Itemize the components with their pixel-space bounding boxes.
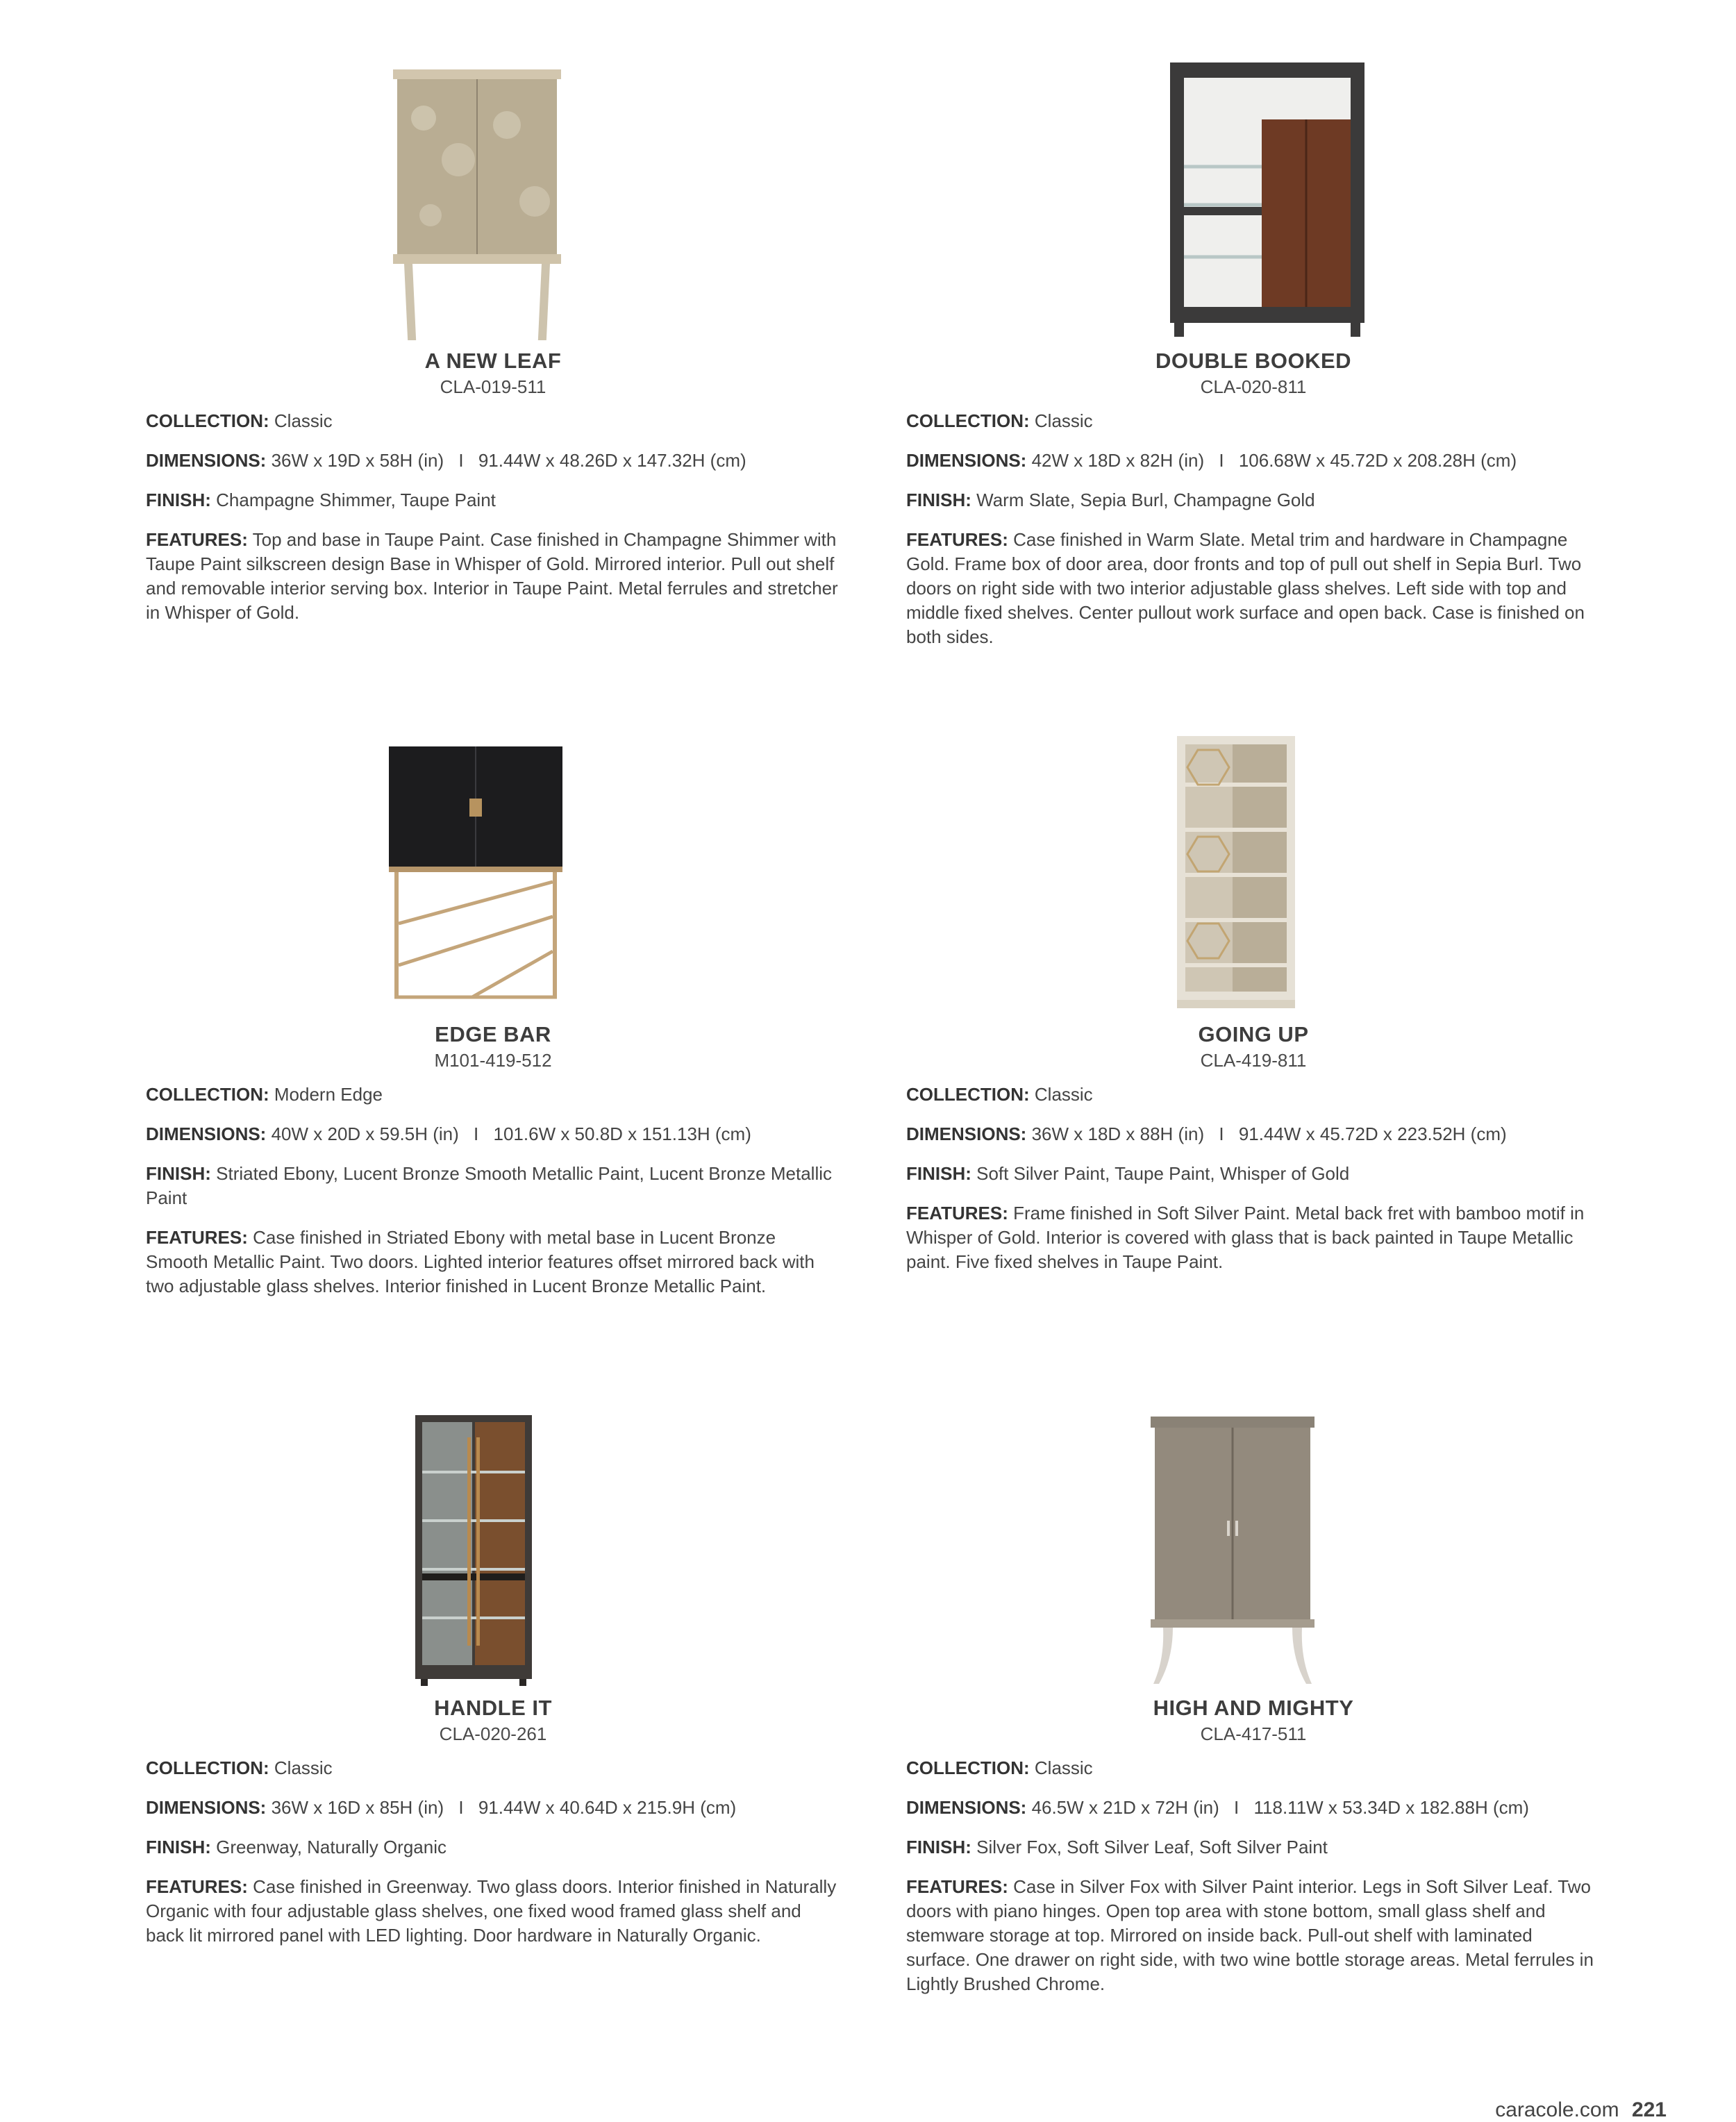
- product-title: A NEW LEAF: [424, 349, 562, 373]
- collection-label: COLLECTION:: [146, 410, 269, 431]
- finish-label: FINISH:: [906, 1837, 971, 1857]
- dimensions-inches: 36W x 19D x 58H (in): [271, 450, 444, 471]
- dimensions-label: DIMENSIONS:: [906, 1123, 1027, 1144]
- collection-row: [146, 1756, 840, 1780]
- page-footer: [1495, 2098, 1667, 2122]
- dimensions-label: DIMENSIONS:: [146, 1123, 267, 1144]
- collection-value: Classic: [1034, 1757, 1093, 1778]
- site-link[interactable]: caracole.com: [1495, 2098, 1619, 2121]
- collection-value: Classic: [1034, 1084, 1093, 1105]
- finish-value: Soft Silver Paint, Taupe Paint, Whisper of Gold: [976, 1163, 1350, 1184]
- dimensions-cm: 91.44W x 40.64D x 215.9H (cm): [478, 1797, 737, 1818]
- dimensions-cm: 91.44W x 48.26D x 147.32H (cm): [478, 450, 746, 471]
- features-row: [146, 528, 840, 625]
- collection-row: [906, 1756, 1601, 1780]
- features-row: [906, 528, 1601, 649]
- dimensions-row: [906, 449, 1601, 473]
- product-image: [146, 62, 840, 340]
- product-title: HIGH AND MIGHTY: [1153, 1696, 1354, 1720]
- features-row: [146, 1875, 840, 1948]
- collection-label: COLLECTION:: [906, 410, 1030, 431]
- dimensions-row: [146, 1796, 840, 1820]
- collection-row: [146, 409, 840, 433]
- features-label: FEATURES:: [906, 1876, 1008, 1897]
- dimensions-separator: I: [1219, 1123, 1224, 1144]
- dimensions-cm: 106.68W x 45.72D x 208.28H (cm): [1238, 450, 1517, 471]
- finish-label: FINISH:: [146, 1163, 211, 1184]
- finish-row: [146, 1162, 840, 1210]
- product-image: [906, 62, 1601, 340]
- dimensions-separator: I: [1219, 450, 1224, 471]
- dimensions-row: [146, 1122, 840, 1146]
- features-value: Case finished in Warm Slate. Metal trim and hardware in Champagne Gold. Frame box of door area, door fronts and top of pull out shelf in Sepia Burl. Two doors on right side with two interior adjustable glass shelves. Left side with top and middle fixed shelves. Center pullout work surface and open back. Case is finished on both sides.: [906, 529, 1585, 647]
- features-row: [146, 1226, 840, 1298]
- features-label: FEATURES:: [906, 1203, 1008, 1223]
- bookcase-illustration: [906, 736, 1601, 1014]
- product-code: CLA-419-811: [1200, 1050, 1307, 1071]
- display-cabinet-illustration: [146, 1410, 840, 1687]
- product-code: CLA-019-511: [440, 376, 546, 397]
- product-card: [906, 1410, 1601, 1996]
- features-row: [906, 1875, 1601, 1996]
- collection-row: [906, 1083, 1601, 1107]
- page-number: 221: [1631, 2098, 1667, 2121]
- features-value: Case finished in Greenway. Two glass doors. Interior finished in Naturally Organic with four adjustable glass shelves, one fixed wood framed glass shelf and back lit mirrored panel with LED lighting. Door hardware in Naturally Organic.: [146, 1876, 837, 1946]
- dimensions-inches: 46.5W x 21D x 72H (in): [1031, 1797, 1219, 1818]
- dimensions-separator: I: [458, 450, 464, 471]
- finish-label: FINISH:: [146, 490, 211, 510]
- dimensions-label: DIMENSIONS:: [146, 450, 267, 471]
- product-title: GOING UP: [1198, 1022, 1309, 1046]
- finish-value: Warm Slate, Sepia Burl, Champagne Gold: [976, 490, 1315, 510]
- collection-value: Classic: [274, 410, 333, 431]
- product-title: DOUBLE BOOKED: [1155, 349, 1352, 373]
- product-card: [146, 736, 840, 1298]
- etagere-illustration: [906, 62, 1601, 340]
- dimensions-separator: I: [1234, 1797, 1240, 1818]
- dimensions-inches: 40W x 20D x 59.5H (in): [271, 1123, 459, 1144]
- dimensions-label: DIMENSIONS:: [146, 1797, 267, 1818]
- dimensions-cm: 91.44W x 45.72D x 223.52H (cm): [1238, 1123, 1507, 1144]
- finish-row: [906, 1162, 1601, 1186]
- collection-value: Classic: [1034, 410, 1093, 431]
- collection-value: Modern Edge: [274, 1084, 383, 1105]
- dimensions-row: [906, 1796, 1601, 1820]
- finish-value: Silver Fox, Soft Silver Leaf, Soft Silver Paint: [976, 1837, 1328, 1857]
- product-code: CLA-417-511: [1200, 1723, 1307, 1744]
- product-code: CLA-020-811: [1200, 376, 1307, 397]
- features-label: FEATURES:: [146, 1227, 248, 1248]
- product-image: [906, 736, 1601, 1014]
- collection-label: COLLECTION:: [146, 1757, 269, 1778]
- finish-value: Greenway, Naturally Organic: [216, 1837, 446, 1857]
- finish-value: Champagne Shimmer, Taupe Paint: [216, 490, 496, 510]
- dimensions-cm: 118.11W x 53.34D x 182.88H (cm): [1253, 1797, 1529, 1818]
- product-code: M101-419-512: [434, 1050, 552, 1071]
- dimensions-row: [146, 449, 840, 473]
- dimensions-inches: 36W x 16D x 85H (in): [271, 1797, 444, 1818]
- dimensions-inches: 42W x 18D x 82H (in): [1031, 450, 1205, 471]
- product-image: [146, 736, 840, 1014]
- dimensions-separator: I: [458, 1797, 464, 1818]
- armoire-illustration: [906, 1410, 1601, 1687]
- finish-label: FINISH:: [906, 490, 971, 510]
- finish-row: [146, 488, 840, 512]
- cabinet-illustration: [146, 62, 840, 340]
- dimensions-label: DIMENSIONS:: [906, 1797, 1027, 1818]
- collection-value: Classic: [274, 1757, 333, 1778]
- product-code: CLA-020-261: [439, 1723, 547, 1744]
- finish-value: Striated Ebony, Lucent Bronze Smooth Metallic Paint, Lucent Bronze Metallic Paint: [146, 1163, 832, 1208]
- features-label: FEATURES:: [146, 529, 248, 550]
- collection-label: COLLECTION:: [146, 1084, 269, 1105]
- features-label: FEATURES:: [906, 529, 1008, 550]
- features-label: FEATURES:: [146, 1876, 248, 1897]
- collection-label: COLLECTION:: [906, 1757, 1030, 1778]
- features-row: [906, 1201, 1601, 1274]
- collection-label: COLLECTION:: [906, 1084, 1030, 1105]
- product-card: [906, 736, 1601, 1274]
- product-title: EDGE BAR: [435, 1022, 551, 1046]
- product-card: [146, 1410, 840, 1948]
- finish-label: FINISH:: [146, 1837, 211, 1857]
- collection-row: [146, 1083, 840, 1107]
- dimensions-cm: 101.6W x 50.8D x 151.13H (cm): [493, 1123, 751, 1144]
- dimensions-inches: 36W x 18D x 88H (in): [1031, 1123, 1205, 1144]
- bar-cabinet-illustration: [146, 736, 840, 1014]
- product-card: [906, 62, 1601, 649]
- collection-row: [906, 409, 1601, 433]
- finish-row: [906, 488, 1601, 512]
- dimensions-separator: I: [474, 1123, 479, 1144]
- product-card: [146, 62, 840, 625]
- product-title: HANDLE IT: [434, 1696, 552, 1720]
- dimensions-label: DIMENSIONS:: [906, 450, 1027, 471]
- finish-row: [146, 1835, 840, 1860]
- finish-row: [906, 1835, 1601, 1860]
- finish-label: FINISH:: [906, 1163, 971, 1184]
- dimensions-row: [906, 1122, 1601, 1146]
- product-image: [906, 1410, 1601, 1687]
- product-image: [146, 1410, 840, 1687]
- features-value: Frame finished in Soft Silver Paint. Metal back fret with bamboo motif in Whisper of Gold. Interior is covered with glass that is back painted in Taupe Metallic paint. Five fixed shelves in Taupe Paint.: [906, 1203, 1585, 1272]
- features-value: Case finished in Striated Ebony with metal base in Lucent Bronze Smooth Metallic Paint. Two doors. Lighted interior features offset mirrored back with two adjustable glass shelves. Interior finished in Lucent Bronze Metallic Paint.: [146, 1227, 815, 1296]
- features-value: Top and base in Taupe Paint. Case finished in Champagne Shimmer with Taupe Paint silkscreen design Base in Whisper of Gold. Mirrored interior. Pull out shelf and removable interior serving box. Interior in Taupe Paint. Metal ferrules and stretcher in Whisper of Gold.: [146, 529, 838, 623]
- features-value: Case in Silver Fox with Silver Paint interior. Legs in Soft Silver Leaf. Two doors with piano hinges. Open top area with stone bottom, small glass shelf and stemware storage at top. Mirrored on inside back. Pull-out shelf with laminated surface. One drawer on right side, with two wine bottle storage areas. Metal ferrules in Lightly Brushed Chrome.: [906, 1876, 1594, 1994]
